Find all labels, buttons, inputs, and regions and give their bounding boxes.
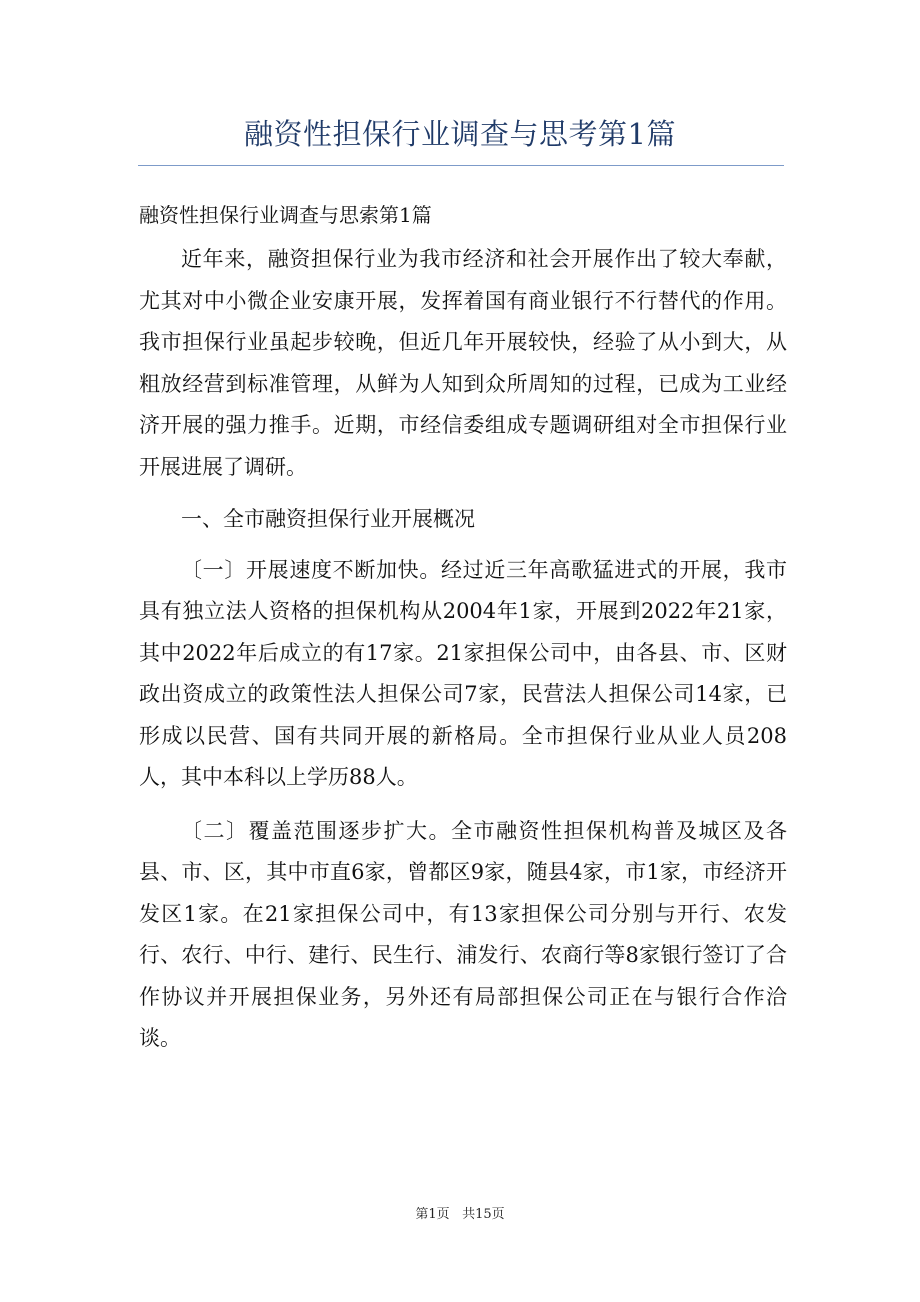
document-subtitle: 融资性担保行业调查与思索第1篇 — [139, 203, 432, 227]
footer-spacer — [450, 1207, 462, 1222]
page-footer — [0, 1206, 920, 1224]
document-body — [139, 196, 787, 1060]
section-heading: 一、全市融资担保行业开展概况 — [181, 507, 475, 531]
paragraph-intro: 近年来，融资担保行业为我市经济和社会开展作出了较大奉献，尤其对中小微企业安康开展，发挥着国有商业银行不行替代的作用。我市担保行业虽起步较晚，但近几年开展较快，经验了从小到大，从粗放经营到标准管理，从鲜为人知到众所周知的过程，已成为工业经济开展的强力推手。近期，市经信委组成专题调研组对全市担保行业开展进展了调研。 — [139, 247, 787, 479]
title-divider — [138, 165, 784, 166]
paragraph-development-speed: 〔一〕开展速度不断加快。经过近三年高歌猛进式的开展，我市具有独立法人资格的担保机构从2004年1家，开展到2022年21家，其中2022年后成立的有17家。21家担保公司中，由各县、市、区财政出资成立的政策性法人担保公司7家，民营法人担保公司14家，已形成以民营、国有共同开展的新格局。全市担保行业从业人员208人，其中本科以上学历88人。 — [139, 557, 787, 789]
page-number: 第1页 — [415, 1207, 450, 1222]
paragraph-coverage: 〔二〕覆盖范围逐步扩大。全市融资性担保机构普及城区及各县、市、区，其中市直6家，曾都区9家，随县4家，市1家，市经济开发区1家。在21家担保公司中，有13家担保公司分别与开行、农发行、农行、中行、建行、民生行、浦发行、农商行等8家银行签订了合作协议并开展担保业务，另外还有局部担保公司正在与银行合作洽谈。 — [139, 818, 787, 1050]
page-title: 融资性担保行业调查与思考第1篇 — [244, 117, 676, 151]
page-total: 共15页 — [462, 1207, 505, 1222]
